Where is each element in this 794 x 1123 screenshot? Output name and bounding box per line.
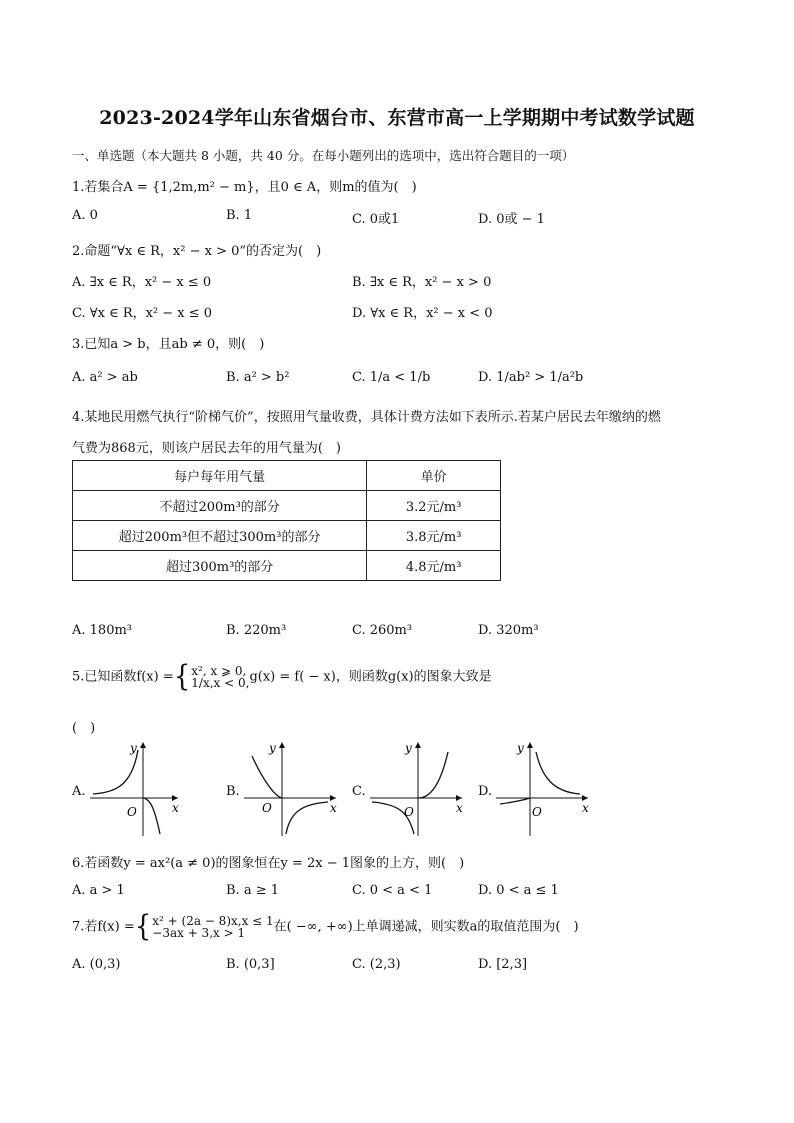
q5-option-d-label: D. [478,784,493,799]
gas-price-table [72,460,501,581]
table-row [73,551,501,581]
table-cell: 超过200m³但不超过300m³的部分 [73,521,367,551]
table-cell: 超过300m³的部分 [73,551,367,581]
q5-option-a-label: A. [72,784,86,799]
q5-graph-a [88,738,208,838]
question-2-stem: 2.命题“∀x ∈ R，x² − x > 0”的否定为( ) [72,244,322,259]
q7-piece-2: −3ax + 3,x > 1 [152,926,246,940]
q5-piecewise [191,665,249,689]
q1-option-b: B. 1 [226,208,253,223]
question-4-stem-line1: 4.某地民用燃气执行“阶梯气价”，按照用气量收费，具体计费方法如下表所示.若某户居民去年缴纳的燃 [72,410,661,425]
q7-option-d: D. [2,3] [478,957,528,972]
q7-piece-1: x² + (2a − 8)x,x ≤ 1 [152,914,274,928]
brace-glyph: { [173,660,191,694]
q3-option-b: B. a² > b² [226,370,290,385]
q7-piecewise [152,915,273,939]
question-6-stem: 6.若函数y = ax²(a ≠ 0)的图象恒在y = 2x − 1图象的上方，则( ) [72,856,465,871]
axis-x-label: x [582,801,589,815]
axis-y-label: y [269,741,276,755]
q7-stem-suffix: 在( −∞, +∞)上单调递减，则实数a的取值范围为( ) [273,919,579,935]
origin-label: O [262,801,272,815]
q5-option-c-label: C. [352,784,366,799]
section-header: 一、单选题（本大题共 8 小题，共 40 分。在每小题列出的选项中，选出符合题目的一项） [72,148,575,163]
q5-piece-2: 1/x,x < 0, [191,676,250,690]
axis-y-label: y [517,741,524,755]
q7-stem-prefix: 7.若f(x) = [72,919,135,935]
q7-option-a: A. (0,3) [72,957,121,972]
table-row [73,521,501,551]
axis-x-label: x [172,801,179,815]
q5-graph-d [494,738,614,838]
q1-option-a: A. 0 [72,208,98,223]
q7-option-b: B. (0,3] [226,957,275,972]
q5-graph-c [368,738,488,838]
brace-glyph: { [134,910,152,944]
q2-option-b: B. ∃x ∈ R，x² − x > 0 [352,275,492,290]
question-7-stem [72,912,579,942]
q5-option-b-label: B. [226,784,240,799]
q6-option-c: C. 0 < a < 1 [352,883,433,898]
q2-option-d: D. ∀x ∈ R，x² − x < 0 [352,306,493,321]
axis-y-label: y [130,741,137,755]
q6-option-b: B. a ≥ 1 [226,883,279,898]
axis-x-label: x [330,801,337,815]
question-3-stem: 3.已知a > b，且ab ≠ 0，则( ) [72,337,265,352]
axis-y-label: y [405,741,412,755]
page-title: 2023-2024学年山东省烟台市、东营市高一上学期期中考试数学试题 [99,107,695,129]
table-header-row [73,461,501,491]
q5-stem-prefix: 5.已知函数f(x) = [72,669,174,685]
q1-option-d: D. 0或 − 1 [478,212,545,227]
q4-option-d: D. 320m³ [478,623,539,638]
q5-graph-b [242,738,362,838]
origin-label: O [404,805,414,819]
table-header-cell: 每户每年用气量 [73,461,367,491]
q5-stem-suffix: g(x) = f( − x)，则函数g(x)的图象大致是 [249,669,492,685]
question-4-stem-line2: 气费为868元，则该户居民去年的用气量为( ) [72,441,341,456]
q5-piece-1: x², x ⩾ 0, [191,664,247,678]
table-cell: 3.8元/m³ [367,521,501,551]
q3-option-d: D. 1/ab² > 1/a²b [478,370,584,385]
q4-option-b: B. 220m³ [226,623,287,638]
origin-label: O [127,805,137,819]
axis-x-label: x [456,801,463,815]
question-5-paren: ( ) [72,721,96,736]
q3-option-a: A. a² > ab [72,370,138,385]
q1-option-c: C. 0或1 [352,212,400,227]
question-5-stem [72,662,492,692]
q4-option-a: A. 180m³ [72,623,133,638]
question-1-stem: 1.若集合A = {1,2m,m² − m}，且0 ∈ A，则m的值为( ) [72,180,417,195]
q7-option-c: C. (2,3) [352,957,401,972]
q3-option-c: C. 1/a < 1/b [352,370,431,385]
table-row [73,491,501,521]
q6-option-d: D. 0 < a ≤ 1 [478,883,559,898]
q2-option-a: A. ∃x ∈ R，x² − x ≤ 0 [72,275,212,290]
origin-label: O [532,805,542,819]
q4-option-c: C. 260m³ [352,623,413,638]
table-cell: 4.8元/m³ [367,551,501,581]
table-header-cell: 单价 [367,461,501,491]
q2-option-c: C. ∀x ∈ R，x² − x ≤ 0 [72,306,213,321]
table-cell: 3.2元/m³ [367,491,501,521]
q6-option-a: A. a > 1 [72,883,125,898]
table-cell: 不超过200m³的部分 [73,491,367,521]
